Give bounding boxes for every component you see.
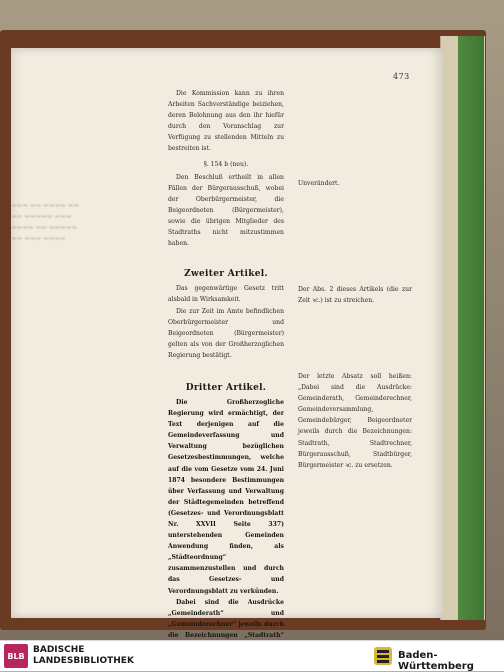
blb-name-line2: LANDESBIBLIOTHEK <box>33 656 134 666</box>
heading-article-3: Dritter Artikel. <box>185 382 267 393</box>
paragraph-mayors: Die zur Zeit im Amte befindlichen Oberbürgermeister und Beigeordneten (Bürgermeister) gelten als von der Großherzoglichen Regierung bestätigt. <box>168 307 284 359</box>
page-number: 473 <box>393 72 410 81</box>
paragraph-effect: Das gegenwärtige Gesetz tritt alsbald in Wirksamkeit. <box>168 285 284 304</box>
blb-logo[interactable]: BLB <box>4 644 28 668</box>
show-through-text: ▬▬▬ ▬▬ ▬▬▬▬ ▬▬ ▬▬ ▬▬▬▬▬ ▬▬▬ ▬▬▬▬ ▬▬ ▬▬▬▬▬ ▬▬ ▬▬▬ ▬▬▬▬ <box>11 202 80 242</box>
section-heading: §. 154 b (neu). <box>203 160 249 168</box>
note-article-2-text: Der Abs. 2 dieses Artikels (die zur Zeit ꝛc.) ist zu streichen. <box>298 286 412 305</box>
paragraph-decision: Den Beschluß ertheilt in allen Fällen der Bürgerausschuß, wobei der Oberbürgermeister, die Beigeordneten (Bürgermeister), sowie die übrigen Mitglieder des Stadtraths nicht mitzustimmen haben. <box>168 173 284 248</box>
paragraph-terms: Dabei sind die Ausdrücke „Gemeinderath“ und „Gemeinderechner“ jeweils durch die Bezeichnungen „Stadtrath“ <box>168 598 284 639</box>
coat-of-arms-icon <box>374 647 392 665</box>
note-unchanged-text: Unverändert. <box>298 180 340 187</box>
paragraph-government: Die Großherzogliche Regierung wird ermächtigt, der Text derjenigen auf die Gemeindeverfassung und Verwaltung bezüglichen Gesetzesbestimmungen, welche auf die vom Gesetze vom 24. Juni 1874 besondere Bestimmungen über Verfassung und Verwaltung der Städtegemeinden betreffend (Gesetzes- und Verordnungsblatt Nr. XXVII Seite 337) unterstehenden Gemeinden Anwendung finden, als „Städteordnung“ zusammenzustellen und durch das Gesetzes- und Verordnungsblatt zu verkünden. <box>168 398 284 595</box>
note-article-3 <box>298 371 412 471</box>
left-column <box>168 88 284 667</box>
paragraph-commission: Die Kommission kann zu ihren Arbeiten Sachverständige beiziehen, deren Belohnung aus den ihr hiefür durch den Voranschlag zur Verfügung zu stellenden Mitteln zu bestreiten ist. <box>168 90 284 153</box>
note-unchanged <box>298 178 412 189</box>
note-article-2 <box>298 284 412 306</box>
blb-name-line1: BADISCHE <box>33 645 85 655</box>
baden-wuerttemberg-name[interactable]: Baden-Württemberg <box>398 650 474 672</box>
green-bookmark-band <box>458 36 484 620</box>
blb-library-name[interactable] <box>33 645 134 667</box>
heading-article-2: Zweiter Artikel. <box>184 269 268 280</box>
footer-bar <box>0 640 504 671</box>
note-article-3-text: Der letzte Absatz soll heißen: „Dabei sind die Ausdrücke: Gemeinderath, Gemeinderechner, Gemeindeversammlung, Gemeindebürger, Beigeordneter jeweils durch die Bezeichnungen: Stadtrath, Stadtrechner, Bürgerausschuß, Stadtbürger, Bürgermeister ꝛc. zu ersetzen. <box>298 373 412 469</box>
